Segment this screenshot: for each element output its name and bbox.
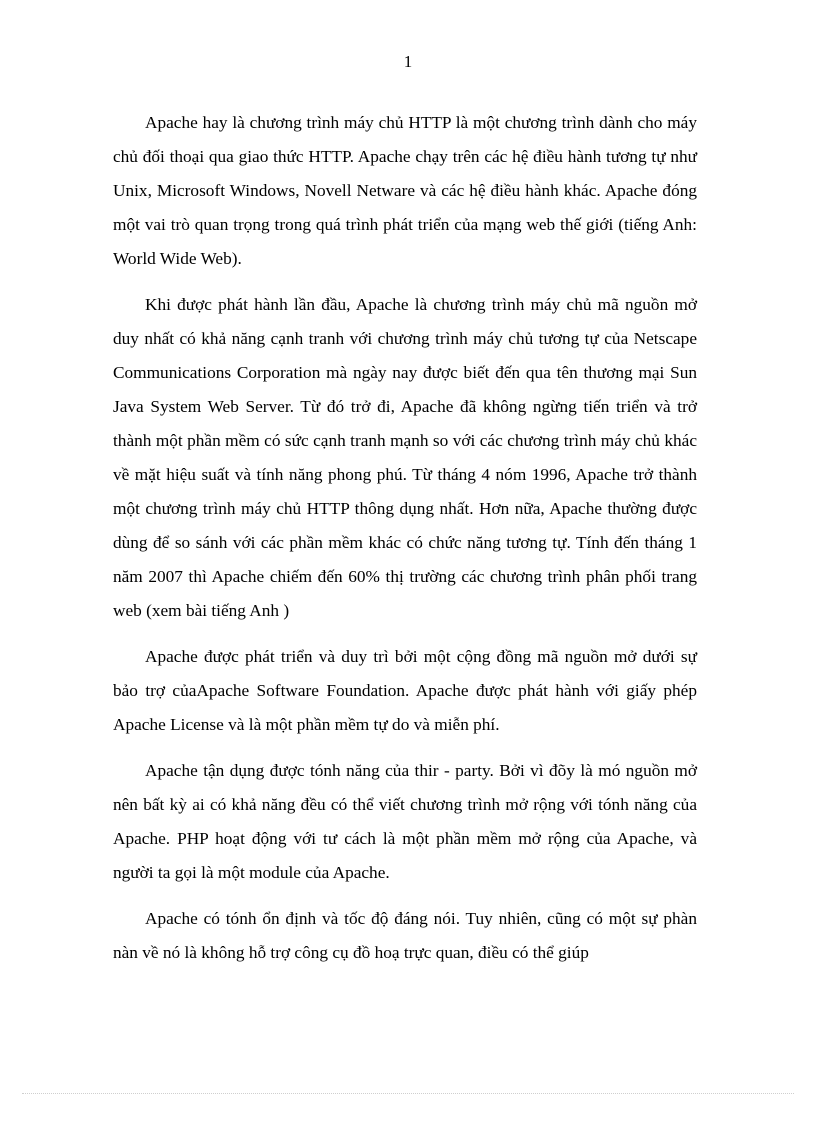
paragraph-stability: Apache có tónh ổn định và tốc độ đáng nói. Tuy nhiên, cũng có một sự phàn nàn về nó là không hỗ trợ công cụ đồ hoạ trực quan, điều có thể giúp xyxy=(113,909,697,962)
page-number: 1 xyxy=(403,52,413,71)
paragraph-foundation: Apache được phát triển và duy trì bởi một cộng đồng mã nguồn mở dưới sự bảo trợ củaApache Software Foundation. Apache được phát hành với giấy phép Apache License và là một phần mềm tự do và miễn phí. xyxy=(113,647,697,734)
paragraph-intro: Apache hay là chương trình máy chủ HTTP là một chương trình dành cho máy chủ đối thoại qua giao thức HTTP. Apache chạy trên các hệ điều hành tương tự như Unix, Microsoft Windows, Novell Netware và các hệ điều hành khác. Apache đóng một vai trò quan trọng trong quá trình phát triển của mạng web thế giới (tiếng Anh: World Wide Web). xyxy=(113,113,697,268)
body-text xyxy=(113,106,697,982)
page-bottom-divider xyxy=(22,1093,794,1094)
paragraph-history: Khi được phát hành lần đầu, Apache là chương trình máy chủ mã nguồn mở duy nhất có khả năng cạnh tranh với chương trình máy chủ tương tự của Netscape Communications Corporation mà ngày nay được biết đến qua tên thương mại Sun Java System Web Server. Từ đó trở đi, Apache đã không ngừng tiến triển và trở thành một phần mềm có sức cạnh tranh mạnh so với các chương trình máy chủ khác về mặt hiệu suất và tính năng phong phú. Từ tháng 4 nóm 1996, Apache trở thành một chương trình máy chủ HTTP thông dụng nhất. Hơn nữa, Apache thường được dùng để so sánh với các phần mềm khác có chức năng tương tự. Tính đến tháng 1 năm 2007 thì Apache chiếm đến 60% thị trường các chương trình phân phối trang web (xem bài tiếng Anh ) xyxy=(113,295,697,620)
paragraph-third-party: Apache tận dụng được tónh năng của thir - party. Bởi vì đõy là mó nguồn mở nên bất kỳ ai có khả năng đều có thể viết chương trình mở rộng với tónh năng của Apache. PHP hoạt động với tư cách là một phần mềm mở rộng của Apache, và người ta gọi là một module của Apache. xyxy=(113,761,697,882)
